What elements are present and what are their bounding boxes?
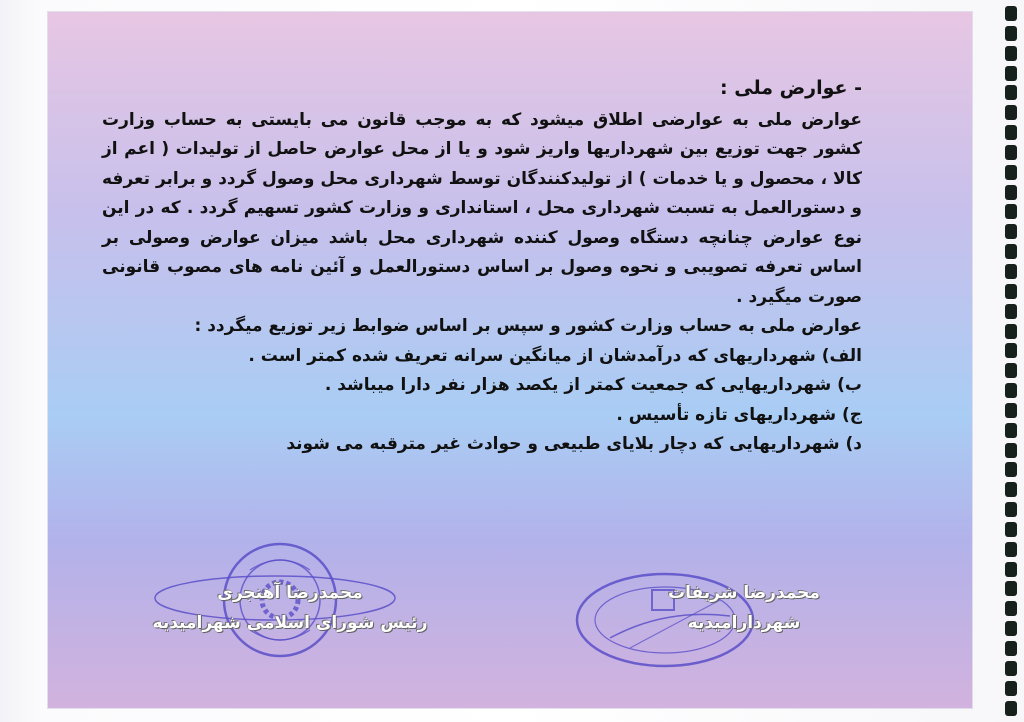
binding-hole (1005, 46, 1017, 61)
binding-hole (1005, 661, 1017, 676)
list-item-be: ب) شهرداریهایی که جمعیت کمتر از یکصد هزار نفر دارا میباشد . (324, 375, 862, 395)
council-head-signature-block (130, 578, 450, 638)
binding-hole (1005, 264, 1017, 279)
list-item-alef: الف) شهرداریهای که درآمدشان از میانگین سرانه تعریف شده کمتر است . (248, 345, 862, 366)
binding-hole (1005, 522, 1017, 537)
section-heading: - عوارض ملی : (720, 77, 862, 99)
binding-hole (1005, 324, 1017, 339)
binding-hole (1005, 204, 1017, 219)
binding-hole (1005, 145, 1017, 160)
binding-hole (1005, 363, 1017, 378)
binding-hole (1005, 701, 1017, 716)
binding-hole (1005, 403, 1017, 418)
binding-hole (1005, 502, 1017, 517)
binding-hole (1005, 66, 1017, 81)
binding-hole (1005, 105, 1017, 120)
spiral-binding (1002, 0, 1020, 722)
binding-hole (1005, 641, 1017, 656)
binding-hole (1005, 562, 1017, 577)
binding-hole (1005, 26, 1017, 41)
mayor-signature-block (614, 578, 874, 638)
document-body (102, 74, 862, 460)
binding-hole (1005, 681, 1017, 696)
binding-hole (1005, 443, 1017, 458)
binding-hole (1005, 85, 1017, 100)
binding-hole (1005, 542, 1017, 557)
binding-hole (1005, 165, 1017, 180)
binding-hole (1005, 423, 1017, 438)
binding-hole (1005, 185, 1017, 200)
council-head-name: محمدرضا آهنجری (217, 583, 363, 603)
binding-hole (1005, 383, 1017, 398)
binding-hole (1005, 224, 1017, 239)
binding-hole (1005, 125, 1017, 140)
binding-hole (1005, 601, 1017, 616)
binding-hole (1005, 304, 1017, 319)
binding-hole (1005, 621, 1017, 636)
binding-hole (1005, 462, 1017, 477)
paragraph-distribution: عوارض ملی به حساب وزارت کشور و سپس بر اساس ضوابط زیر توزیع میگردد : (194, 316, 862, 336)
council-head-title: رئیس شورای اسلامی شهرامیدیه (152, 613, 428, 633)
binding-hole (1005, 581, 1017, 596)
binding-hole (1005, 343, 1017, 358)
binding-hole (1005, 482, 1017, 497)
paragraph-definition: عوارض ملی به عوارضی اطلاق میشود که به موجب قانون می بایستی به حساب وزارت کشور جهت توزیع بین شهرداریها واریز شود و یا از محل عوارض حاصل از تولیدات ( اعم از کالا ، محصول و یا خدمات ) از تولیدکنندگان توسط شهرداری محل وصول گردد و برابر تعرفه و دستورالعمل به تسبت شهرداری محل ، استانداری و وزارت کشور تسهیم گردد . که در این نوع عوارض چنانچه دستگاه وصول کننده شهرداری محل باشد میزان عوارض وصولی بر اساس تعرفه تصویبی و نحوه وصول بر اساس دستورالعمل و آئین نامه های مصوب قانونی صورت میگیرد . (102, 109, 862, 307)
list-item-jim: ج) شهرداریهای تازه تأسیس . (616, 404, 862, 425)
mayor-name: محمدرضا شریفات (668, 583, 820, 603)
binding-hole (1005, 244, 1017, 259)
list-item-dal: د) شهرداریهایی که دچار بلایای طبیعی و حوادث غیر مترقبه می شوند (286, 434, 862, 454)
binding-hole (1005, 284, 1017, 299)
binding-hole (1005, 6, 1017, 21)
mayor-title: شهردارامیدیه (687, 613, 801, 633)
